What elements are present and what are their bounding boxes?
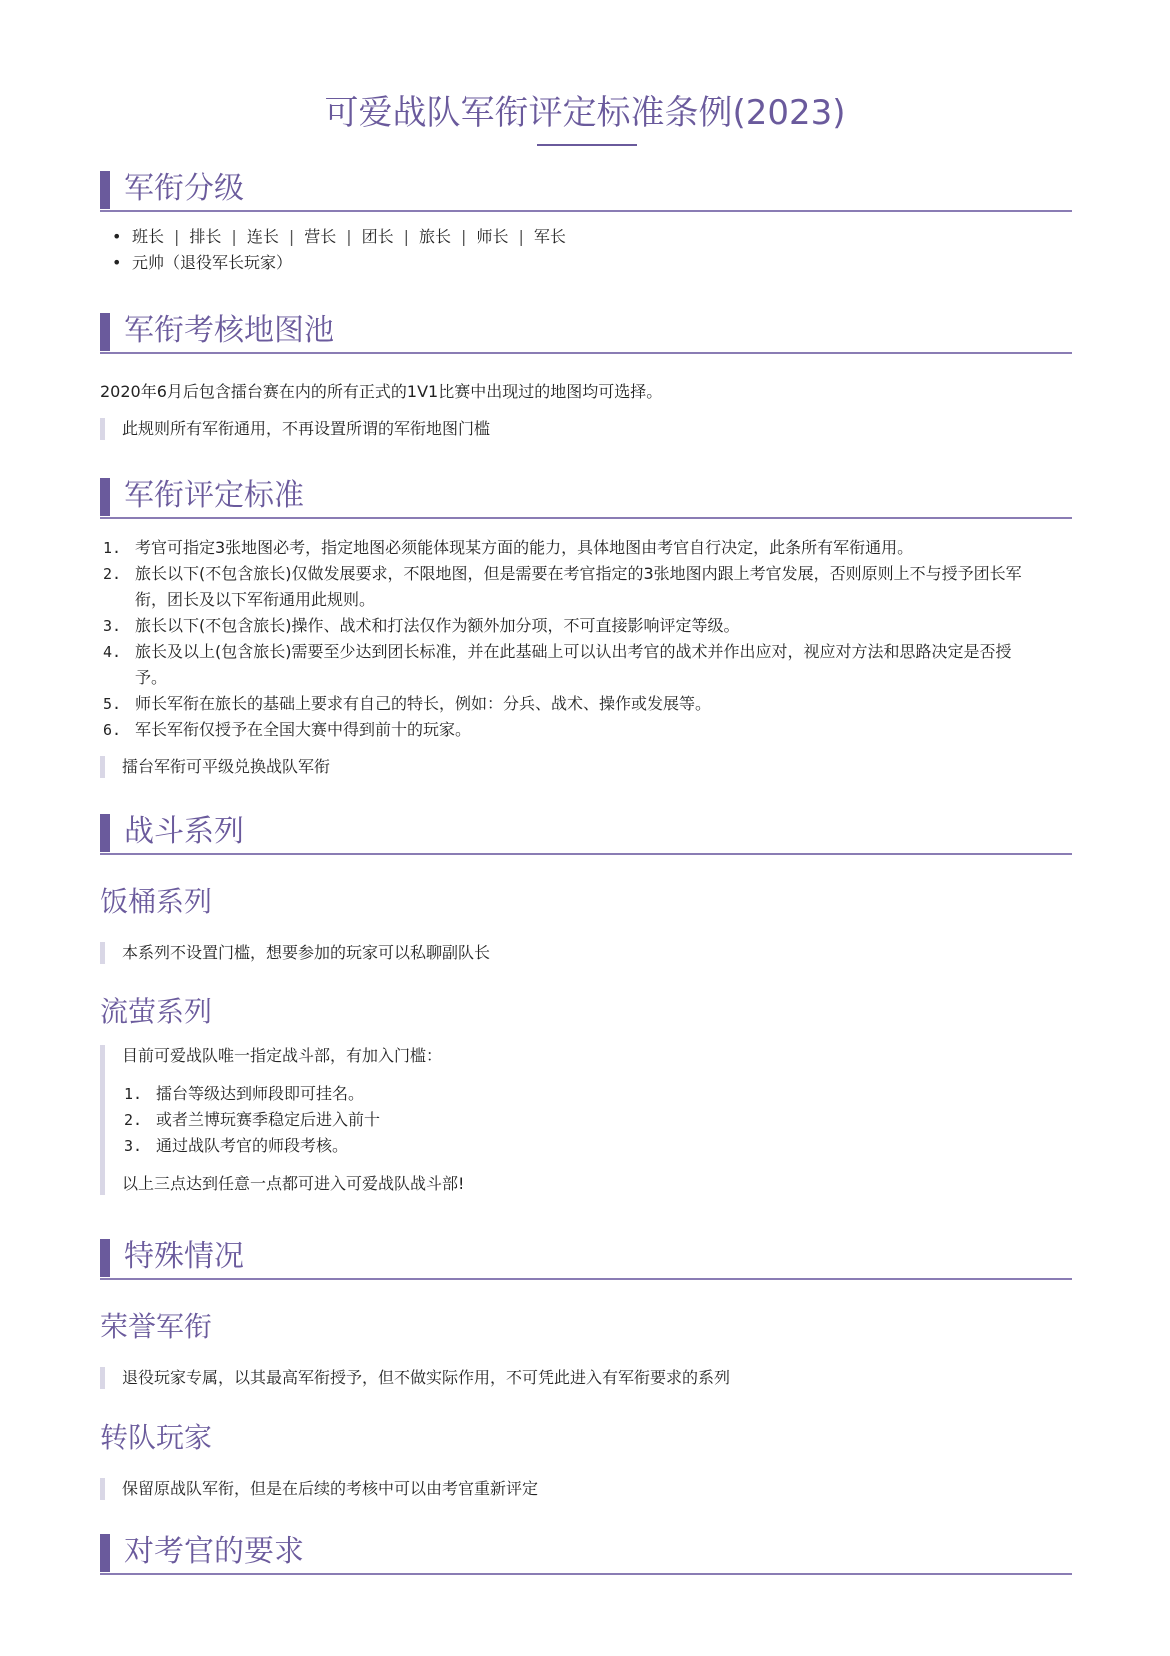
section-heading-text: 战斗系列 [124,814,244,849]
separator: | [174,227,180,246]
list-number: 6. [103,721,122,739]
heading-accent-bar [100,1239,110,1277]
quote-text: 此规则所有军衔通用，不再设置所谓的军衔地图门槛 [122,419,491,438]
list-item [124,1081,1072,1107]
title-underline [537,144,637,146]
rank-item: 连长 [246,227,279,246]
rank-item: 团长 [361,227,394,246]
map-pool-quote [100,418,490,440]
list-item [103,639,1070,691]
rank-item: 班长 [132,227,165,246]
list-item [112,250,566,276]
section-heading-combat [100,813,1072,855]
list-text-continued: 衔，团长及以下军衔通用此规则。 [135,590,376,609]
rank-item: 营长 [304,227,337,246]
section-heading-text: 军衔考核地图池 [124,313,334,348]
criteria-quote [100,756,330,778]
list-number: 2. [124,1111,143,1129]
separator: | [461,227,467,246]
quote-text: 目前可爱战队唯一指定战斗部，有加入门槛： [122,1046,443,1065]
rank-item: 排长 [189,227,222,246]
list-text: 擂台等级达到师段即可挂名。 [156,1084,365,1103]
list-item [112,224,566,250]
list-number: 3. [124,1137,143,1155]
transfer-quote [100,1478,538,1500]
list-text: 旅长及以上(包含旅长)需要至少达到团长标准，并在此基础上可以认出考官的战术并作出应对，视应对方法和思路决定是否授 [135,642,1012,661]
heading-accent-bar [100,171,110,209]
map-pool-text: 2020年6月后包含擂台赛在内的所有正式的1V1比赛中出现过的地图均可选择。 [100,382,663,401]
list-item [124,1107,1072,1133]
subheading-transfer: 转队玩家 [100,1421,213,1454]
list-text-continued: 予。 [135,668,168,687]
list-text: 考官可指定3张地图必考，指定地图必须能体现某方面的能力，具体地图由考官自行决定，此条所有军衔通用。 [135,538,914,557]
section-heading-map-pool [100,312,1072,354]
rank-item: 军长 [533,227,566,246]
section-heading-ranks [100,170,1072,212]
list-item [103,691,1070,717]
separator: | [346,227,352,246]
section-heading-special [100,1238,1072,1280]
section-heading-criteria [100,477,1072,519]
quote-text: 退役玩家专属，以其最高军衔授予，但不做实际作用，不可凭此进入有军衔要求的系列 [122,1368,731,1387]
quote-text: 保留原战队军衔，但是在后续的考核中可以由考官重新评定 [122,1479,539,1498]
list-number: 3. [103,617,122,635]
rank-item: 旅长 [419,227,452,246]
heading-accent-bar [100,1534,110,1572]
list-number: 2. [103,565,122,583]
separator: | [231,227,237,246]
list-text: 军长军衔仅授予在全国大赛中得到前十的玩家。 [135,720,472,739]
list-number: 5. [103,695,122,713]
quote-text: 擂台军衔可平级兑换战队军衔 [122,757,331,776]
honor-quote [100,1367,730,1389]
list-item [103,561,1070,613]
bullet-icon: • [112,227,122,246]
page-title: 可爱战队军衔评定标准条例(2023) [324,93,846,133]
list-item [103,717,1070,743]
section-heading-text: 军衔分级 [124,171,244,206]
heading-accent-bar [100,313,110,351]
list-item [103,535,1070,561]
heading-accent-bar [100,814,110,852]
section-heading-examiner [100,1533,1072,1575]
list-item [124,1133,1072,1159]
list-text: 师长军衔在旅长的基础上要求有自己的特长，例如：分兵、战术、操作或发展等。 [135,694,712,713]
subheading-liuying: 流萤系列 [100,995,213,1028]
section-heading-text: 军衔评定标准 [124,478,304,513]
list-text: 或者兰博玩赛季稳定后进入前十 [156,1110,381,1129]
bullet-icon: • [112,253,122,272]
list-text: 旅长以下(不包含旅长)操作、战术和打法仅作为额外加分项，不可直接影响评定等级。 [135,616,740,635]
list-text: 通过战队考官的师段考核。 [156,1136,349,1155]
liuying-requirements-list [124,1081,1072,1159]
section-heading-text: 对考官的要求 [124,1534,304,1569]
subheading-fantong: 饭桶系列 [100,885,213,918]
section-heading-text: 特殊情况 [124,1239,244,1274]
subheading-honor: 荣誉军衔 [100,1310,213,1343]
rank-item: 师长 [476,227,509,246]
fantong-quote [100,942,490,964]
list-text: 旅长以下(不包含旅长)仅做发展要求，不限地图，但是需要在考官指定的3张地图内跟上考官发展，否则原则上不与授予团长军 [135,564,1022,583]
marshal-item: 元帅（退役军长玩家） [132,253,293,272]
quote-text: 以上三点达到任意一点都可进入可爱战队战斗部! [122,1174,465,1193]
separator: | [403,227,410,246]
separator: | [288,227,295,246]
liuying-quote [100,1045,1072,1195]
list-number: 4. [103,643,122,661]
heading-accent-bar [100,478,110,516]
list-number: 1. [124,1085,143,1103]
rank-list [112,224,566,276]
separator: | [518,227,524,246]
list-number: 1. [103,539,122,557]
quote-text: 本系列不设置门槛，想要参加的玩家可以私聊副队长 [122,943,491,962]
list-item [103,613,1070,639]
criteria-list [103,535,1070,743]
